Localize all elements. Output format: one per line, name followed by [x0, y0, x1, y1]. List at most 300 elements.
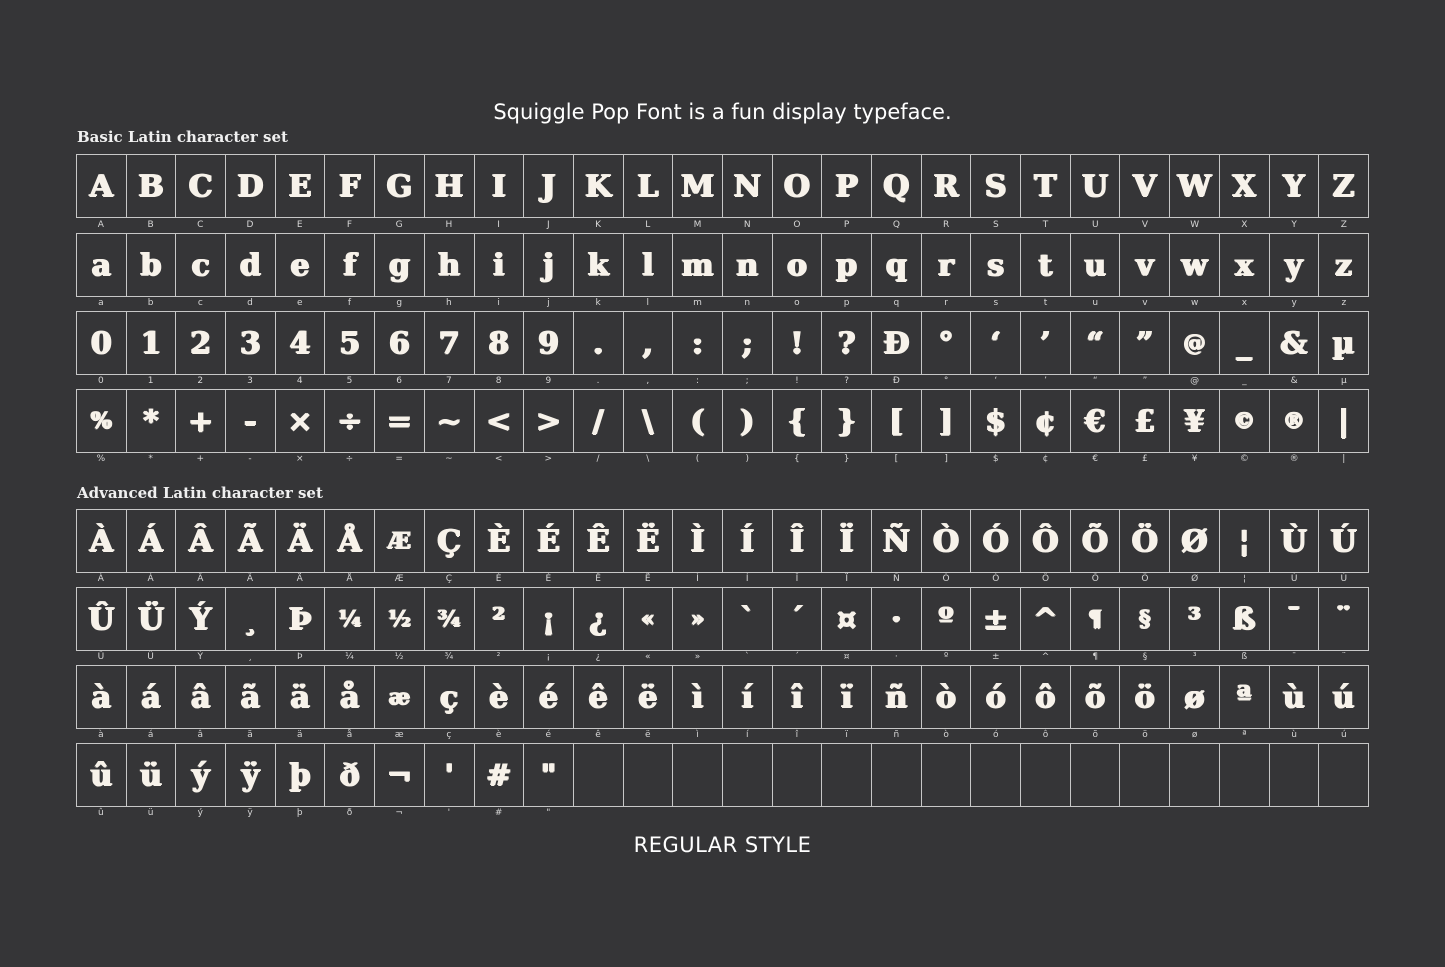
glyph-caption: ¦	[1242, 574, 1246, 584]
glyph-cell: _	[1219, 311, 1269, 375]
glyph-cell: ‘	[970, 311, 1020, 375]
glyph-caption: Ï	[845, 574, 848, 584]
glyph-caption: Ç	[445, 574, 453, 584]
glyph-cell: 0	[76, 311, 126, 375]
glyph-cell: F	[324, 154, 374, 218]
glyph-cell: ¤	[821, 587, 871, 651]
glyph-caption: «	[645, 652, 651, 662]
glyph-caption: :	[695, 376, 699, 386]
glyph-caption: A	[97, 220, 104, 230]
glyph-caption: È	[495, 574, 502, 584]
glyph-cell: Î	[772, 509, 822, 573]
glyph-caption: ¤	[843, 652, 850, 662]
glyph-cell: Ô	[1020, 509, 1070, 573]
glyph-caption: º	[943, 652, 949, 662]
glyph-caption	[623, 807, 673, 819]
glyph-cell: é	[523, 665, 573, 729]
glyph-caption	[921, 807, 971, 819]
glyph-caption: ¢	[1042, 454, 1049, 464]
glyph-cell: ?	[821, 311, 871, 375]
glyph-caption: !	[795, 376, 799, 386]
glyph-cell: )	[722, 389, 772, 453]
glyph-cell: €	[1070, 389, 1120, 453]
glyph-caption: {	[794, 454, 800, 464]
glyph-caption: Þ	[297, 652, 303, 662]
glyph-caption: ³	[1192, 652, 1197, 662]
advanced-caption-row	[76, 573, 1369, 585]
glyph-caption	[1070, 807, 1120, 819]
glyph-cell: ð	[324, 743, 374, 807]
glyph-caption: G	[395, 220, 403, 230]
glyph-cell: S	[970, 154, 1020, 218]
glyph-caption: t	[1043, 298, 1048, 308]
glyph-cell: Þ	[275, 587, 325, 651]
glyph-caption: C	[197, 220, 204, 230]
glyph-cell	[722, 743, 772, 807]
glyph-cell: ¥	[1169, 389, 1219, 453]
glyph-cell: w	[1169, 233, 1219, 297]
glyph-caption: °	[943, 376, 949, 386]
glyph-caption: £	[1142, 454, 1148, 464]
glyph-caption: Đ	[892, 376, 900, 386]
glyph-cell: Q	[871, 154, 921, 218]
glyph-cell: Ó	[970, 509, 1020, 573]
glyph-caption: ½	[394, 652, 404, 662]
basic-caption-row	[76, 375, 1369, 387]
glyph-caption: +	[196, 454, 205, 464]
glyph-caption: B	[147, 220, 154, 230]
glyph-caption: Õ	[1091, 574, 1099, 584]
glyph-caption: à	[98, 730, 104, 740]
glyph-cell: «	[623, 587, 673, 651]
glyph-caption: W	[1190, 220, 1200, 230]
glyph-cell: Ø	[1169, 509, 1219, 573]
glyph-cell	[921, 743, 971, 807]
glyph-cell: I	[474, 154, 524, 218]
glyph-caption: ó	[993, 730, 999, 740]
glyph-caption: ²	[496, 652, 501, 662]
glyph-cell: K	[573, 154, 623, 218]
glyph-cell: ñ	[871, 665, 921, 729]
glyph-cell: v	[1119, 233, 1169, 297]
glyph-caption: w	[1190, 298, 1199, 308]
glyph-cell: D	[225, 154, 275, 218]
glyph-cell: ü	[126, 743, 176, 807]
glyph-cell: 2	[175, 311, 225, 375]
glyph-cell: ³	[1169, 587, 1219, 651]
basic-caption-row	[76, 297, 1369, 309]
glyph-cell: Ò	[921, 509, 971, 573]
glyph-caption: U	[1091, 220, 1099, 230]
glyph-cell: k	[573, 233, 623, 297]
glyph-cell: £	[1119, 389, 1169, 453]
glyph-caption: ð	[346, 808, 353, 818]
glyph-cell	[821, 743, 871, 807]
glyph-caption: M	[693, 220, 702, 230]
glyph-cell: î	[772, 665, 822, 729]
glyph-caption: m	[693, 298, 702, 308]
glyph-cell: $	[970, 389, 1020, 453]
glyph-cell: È	[474, 509, 524, 573]
glyph-caption	[971, 807, 1021, 819]
glyph-cell: B	[126, 154, 176, 218]
glyph-caption: æ	[394, 730, 404, 740]
glyph-caption: ”	[1142, 376, 1148, 386]
glyph-caption: Ñ	[892, 574, 900, 584]
glyph-cell: º	[921, 587, 971, 651]
glyph-cell: m	[672, 233, 722, 297]
glyph-cell: ’	[1020, 311, 1070, 375]
glyph-caption: â	[197, 730, 204, 740]
glyph-caption: e	[296, 298, 303, 308]
glyph-caption: »	[694, 652, 701, 662]
glyph-cell: '	[424, 743, 474, 807]
advanced-caption-row	[76, 807, 1369, 819]
glyph-cell: Ú	[1318, 509, 1369, 573]
advanced-caption-row	[76, 651, 1369, 663]
glyph-caption: .	[596, 376, 600, 386]
glyph-cell: l	[623, 233, 673, 297]
glyph-cell: À	[76, 509, 126, 573]
glyph-caption: \	[646, 454, 650, 464]
glyph-caption: 8	[495, 376, 502, 386]
glyph-cell: c	[175, 233, 225, 297]
glyph-caption: Ö	[1141, 574, 1149, 584]
glyph-cell: ©	[1219, 389, 1269, 453]
glyph-caption: ·	[894, 652, 898, 662]
glyph-caption: î	[795, 730, 799, 740]
glyph-cell: ç	[424, 665, 474, 729]
glyph-caption: ^	[1041, 652, 1050, 662]
glyph-cell: æ	[374, 665, 424, 729]
glyph-cell: Ã	[225, 509, 275, 573]
glyph-caption: ×	[295, 454, 304, 464]
glyph-cell: Å	[324, 509, 374, 573]
glyph-caption: ì	[696, 730, 699, 740]
advanced-glyph-row	[76, 587, 1369, 651]
glyph-cell: \	[623, 389, 673, 453]
glyph-caption: ª	[1242, 730, 1247, 740]
glyph-caption: 4	[296, 376, 303, 386]
basic-glyph-row	[76, 311, 1369, 375]
glyph-cell: j	[523, 233, 573, 297]
glyph-cell: P	[821, 154, 871, 218]
glyph-caption	[573, 807, 623, 819]
glyph-caption: 9	[545, 376, 552, 386]
glyph-cell: ¡	[523, 587, 573, 651]
glyph-cell	[871, 743, 921, 807]
glyph-cell: ~	[424, 389, 474, 453]
glyph-caption: (	[695, 454, 700, 464]
glyph-cell: "	[523, 743, 573, 807]
glyph-cell: ÿ	[225, 743, 275, 807]
glyph-cell	[623, 743, 673, 807]
glyph-cell: 7	[424, 311, 474, 375]
basic-latin-label: Basic Latin character set	[77, 128, 288, 146]
glyph-caption: ;	[745, 376, 749, 386]
glyph-cell: Õ	[1070, 509, 1120, 573]
glyph-caption: ´	[794, 652, 800, 662]
glyph-caption: Ë	[644, 574, 651, 584]
glyph-caption: q	[893, 298, 900, 308]
glyph-cell: þ	[275, 743, 325, 807]
glyph-caption: R	[942, 220, 950, 230]
glyph-cell: *	[126, 389, 176, 453]
glyph-caption	[872, 807, 922, 819]
glyph-cell: 4	[275, 311, 325, 375]
glyph-caption: µ	[1340, 376, 1347, 386]
glyph-caption: Ù	[1290, 574, 1298, 584]
glyph-caption	[1220, 807, 1270, 819]
glyph-caption: ¯	[1291, 652, 1297, 662]
glyph-caption: [	[894, 454, 899, 464]
glyph-caption: ù	[1291, 730, 1297, 740]
glyph-cell	[1070, 743, 1120, 807]
glyph-caption	[822, 807, 872, 819]
glyph-cell: G	[374, 154, 424, 218]
glyph-cell: ï	[821, 665, 871, 729]
glyph-caption: *	[148, 454, 153, 464]
glyph-caption: =	[395, 454, 403, 464]
glyph-caption: í	[745, 730, 749, 740]
glyph-cell: ¨	[1318, 587, 1369, 651]
glyph-caption: '	[447, 808, 451, 818]
glyph-caption: Ý	[197, 652, 204, 662]
glyph-cell: â	[175, 665, 225, 729]
glyph-caption	[772, 807, 822, 819]
glyph-caption: Í	[745, 574, 749, 584]
glyph-caption: F	[346, 220, 353, 230]
glyph-caption: ¶	[1092, 652, 1099, 662]
glyph-caption: Á	[147, 574, 154, 584]
glyph-caption: ,	[646, 376, 650, 386]
glyph-cell: +	[175, 389, 225, 453]
glyph-caption: )	[745, 454, 749, 464]
glyph-cell: ý	[175, 743, 225, 807]
glyph-cell: Ë	[623, 509, 673, 573]
glyph-caption	[1021, 807, 1071, 819]
glyph-caption: ü	[147, 808, 154, 818]
glyph-cell: §	[1119, 587, 1169, 651]
advanced-latin-label: Advanced Latin character set	[77, 484, 323, 502]
glyph-caption: _	[1242, 376, 1247, 386]
glyph-cell: ¢	[1020, 389, 1070, 453]
glyph-caption: á	[147, 730, 154, 740]
glyph-caption: <	[494, 454, 503, 464]
glyph-cell: ¾	[424, 587, 474, 651]
glyph-cell: ^	[1020, 587, 1070, 651]
glyph-caption: ©	[1239, 454, 1249, 464]
glyph-cell: 9	[523, 311, 573, 375]
glyph-cell: ì	[672, 665, 722, 729]
glyph-caption: Û	[97, 652, 105, 662]
glyph-caption: Ô	[1041, 574, 1050, 584]
glyph-caption: ß	[1241, 652, 1248, 662]
page-headline: Squiggle Pop Font is a fun display typeface.	[493, 100, 952, 124]
glyph-caption: J	[547, 220, 550, 230]
glyph-cell: T	[1020, 154, 1070, 218]
glyph-cell: ¶	[1070, 587, 1120, 651]
glyph-cell: ª	[1219, 665, 1269, 729]
glyph-caption: X	[1241, 220, 1248, 230]
glyph-caption: o	[794, 298, 800, 308]
glyph-caption: i	[497, 298, 500, 308]
glyph-cell	[1119, 743, 1169, 807]
glyph-cell: Ñ	[871, 509, 921, 573]
advanced-glyph-row	[76, 665, 1369, 729]
glyph-cell: Ç	[424, 509, 474, 573]
glyph-caption: Ü	[147, 652, 154, 662]
glyph-caption: Ã	[246, 574, 254, 584]
glyph-caption: n	[744, 298, 751, 308]
glyph-caption: 2	[197, 376, 204, 386]
glyph-cell: ·	[871, 587, 921, 651]
glyph-cell: ½	[374, 587, 424, 651]
glyph-cell: b	[126, 233, 176, 297]
glyph-cell: -	[225, 389, 275, 453]
glyph-caption: &	[1290, 376, 1298, 386]
glyph-caption: S	[992, 220, 999, 230]
glyph-caption: L	[645, 220, 651, 230]
glyph-cell: Ê	[573, 509, 623, 573]
glyph-cell: ]	[921, 389, 971, 453]
glyph-caption: r	[944, 298, 948, 308]
glyph-caption: ¿	[595, 652, 601, 662]
glyph-caption: ý	[197, 808, 203, 818]
glyph-caption: ®	[1289, 454, 1299, 464]
glyph-cell: N	[722, 154, 772, 218]
glyph-caption: õ	[1092, 730, 1098, 740]
glyph-cell: ¦	[1219, 509, 1269, 573]
glyph-cell: 6	[374, 311, 424, 375]
glyph-caption: 3	[247, 376, 253, 386]
glyph-caption: ç	[446, 730, 452, 740]
glyph-caption: Y	[1291, 220, 1297, 230]
advanced-glyph-row	[76, 743, 1369, 807]
glyph-cell: g	[374, 233, 424, 297]
glyph-caption: E	[296, 220, 303, 230]
glyph-cell: f	[324, 233, 374, 297]
glyph-cell: Ü	[126, 587, 176, 651]
glyph-caption: 6	[396, 376, 403, 386]
glyph-cell: “	[1070, 311, 1120, 375]
glyph-cell	[573, 743, 623, 807]
glyph-cell: ê	[573, 665, 623, 729]
glyph-cell: r	[921, 233, 971, 297]
glyph-caption: %	[96, 454, 106, 464]
glyph-caption: x	[1241, 298, 1248, 308]
glyph-cell: 1	[126, 311, 176, 375]
glyph-caption: H	[445, 220, 453, 230]
glyph-cell: è	[474, 665, 524, 729]
advanced-glyph-row	[76, 509, 1369, 573]
glyph-cell: ¿	[573, 587, 623, 651]
glyph-caption: ?	[844, 376, 850, 386]
glyph-caption: ä	[296, 730, 303, 740]
glyph-caption: V	[1141, 220, 1149, 230]
glyph-caption: N	[743, 220, 751, 230]
glyph-cell: ò	[921, 665, 971, 729]
glyph-cell: ô	[1020, 665, 1070, 729]
glyph-cell	[1318, 743, 1369, 807]
glyph-cell: ß	[1219, 587, 1269, 651]
glyph-cell: Ö	[1119, 509, 1169, 573]
glyph-cell: R	[921, 154, 971, 218]
glyph-caption: Ú	[1340, 574, 1348, 584]
glyph-cell: !	[772, 311, 822, 375]
glyph-caption: Ê	[595, 574, 601, 584]
glyph-cell: e	[275, 233, 325, 297]
glyph-caption: b	[147, 298, 154, 308]
glyph-cell: {	[772, 389, 822, 453]
glyph-cell: Á	[126, 509, 176, 573]
glyph-cell: A	[76, 154, 126, 218]
glyph-cell: ù	[1269, 665, 1319, 729]
glyph-cell: z	[1318, 233, 1369, 297]
glyph-caption: Ø	[1191, 574, 1199, 584]
glyph-caption: j	[547, 298, 550, 308]
glyph-caption	[673, 807, 723, 819]
glyph-cell: ±	[970, 587, 1020, 651]
glyph-cell: J	[523, 154, 573, 218]
glyph-caption: h	[446, 298, 452, 308]
glyph-cell: Ì	[672, 509, 722, 573]
glyph-caption: ã	[247, 730, 253, 740]
glyph-cell: ,	[623, 311, 673, 375]
glyph-cell: °	[921, 311, 971, 375]
glyph-cell: s	[970, 233, 1020, 297]
glyph-caption: ô	[1042, 730, 1049, 740]
glyph-cell: }	[821, 389, 871, 453]
glyph-caption: ò	[943, 730, 949, 740]
glyph-cell: ã	[225, 665, 275, 729]
glyph-cell: d	[225, 233, 275, 297]
glyph-cell: |	[1318, 389, 1369, 453]
glyph-cell: <	[474, 389, 524, 453]
glyph-caption: ï	[845, 730, 848, 740]
glyph-cell: %	[76, 389, 126, 453]
glyph-cell: ë	[623, 665, 673, 729]
glyph-cell: à	[76, 665, 126, 729]
glyph-caption	[1319, 807, 1369, 819]
glyph-cell	[1020, 743, 1070, 807]
glyph-caption: À	[97, 574, 104, 584]
glyph-caption: Z	[1340, 220, 1347, 230]
glyph-caption: Â	[197, 574, 204, 584]
glyph-cell: ö	[1119, 665, 1169, 729]
glyph-cell: 3	[225, 311, 275, 375]
glyph-cell: ¯	[1269, 587, 1319, 651]
glyph-cell: i	[474, 233, 524, 297]
glyph-cell: ¼	[324, 587, 374, 651]
glyph-cell: Ù	[1269, 509, 1319, 573]
glyph-cell: E	[275, 154, 325, 218]
glyph-cell: t	[1020, 233, 1070, 297]
glyph-caption: ‘	[994, 376, 998, 386]
advanced-caption-row	[76, 729, 1369, 741]
glyph-cell	[1269, 743, 1319, 807]
glyph-cell: @	[1169, 311, 1219, 375]
glyph-cell: O	[772, 154, 822, 218]
glyph-caption: O	[793, 220, 801, 230]
glyph-cell: Â	[175, 509, 225, 573]
glyph-cell: h	[424, 233, 474, 297]
glyph-cell: ×	[275, 389, 325, 453]
glyph-cell: u	[1070, 233, 1120, 297]
glyph-cell: ;	[722, 311, 772, 375]
glyph-caption: 1	[147, 376, 154, 386]
glyph-caption: c	[197, 298, 203, 308]
